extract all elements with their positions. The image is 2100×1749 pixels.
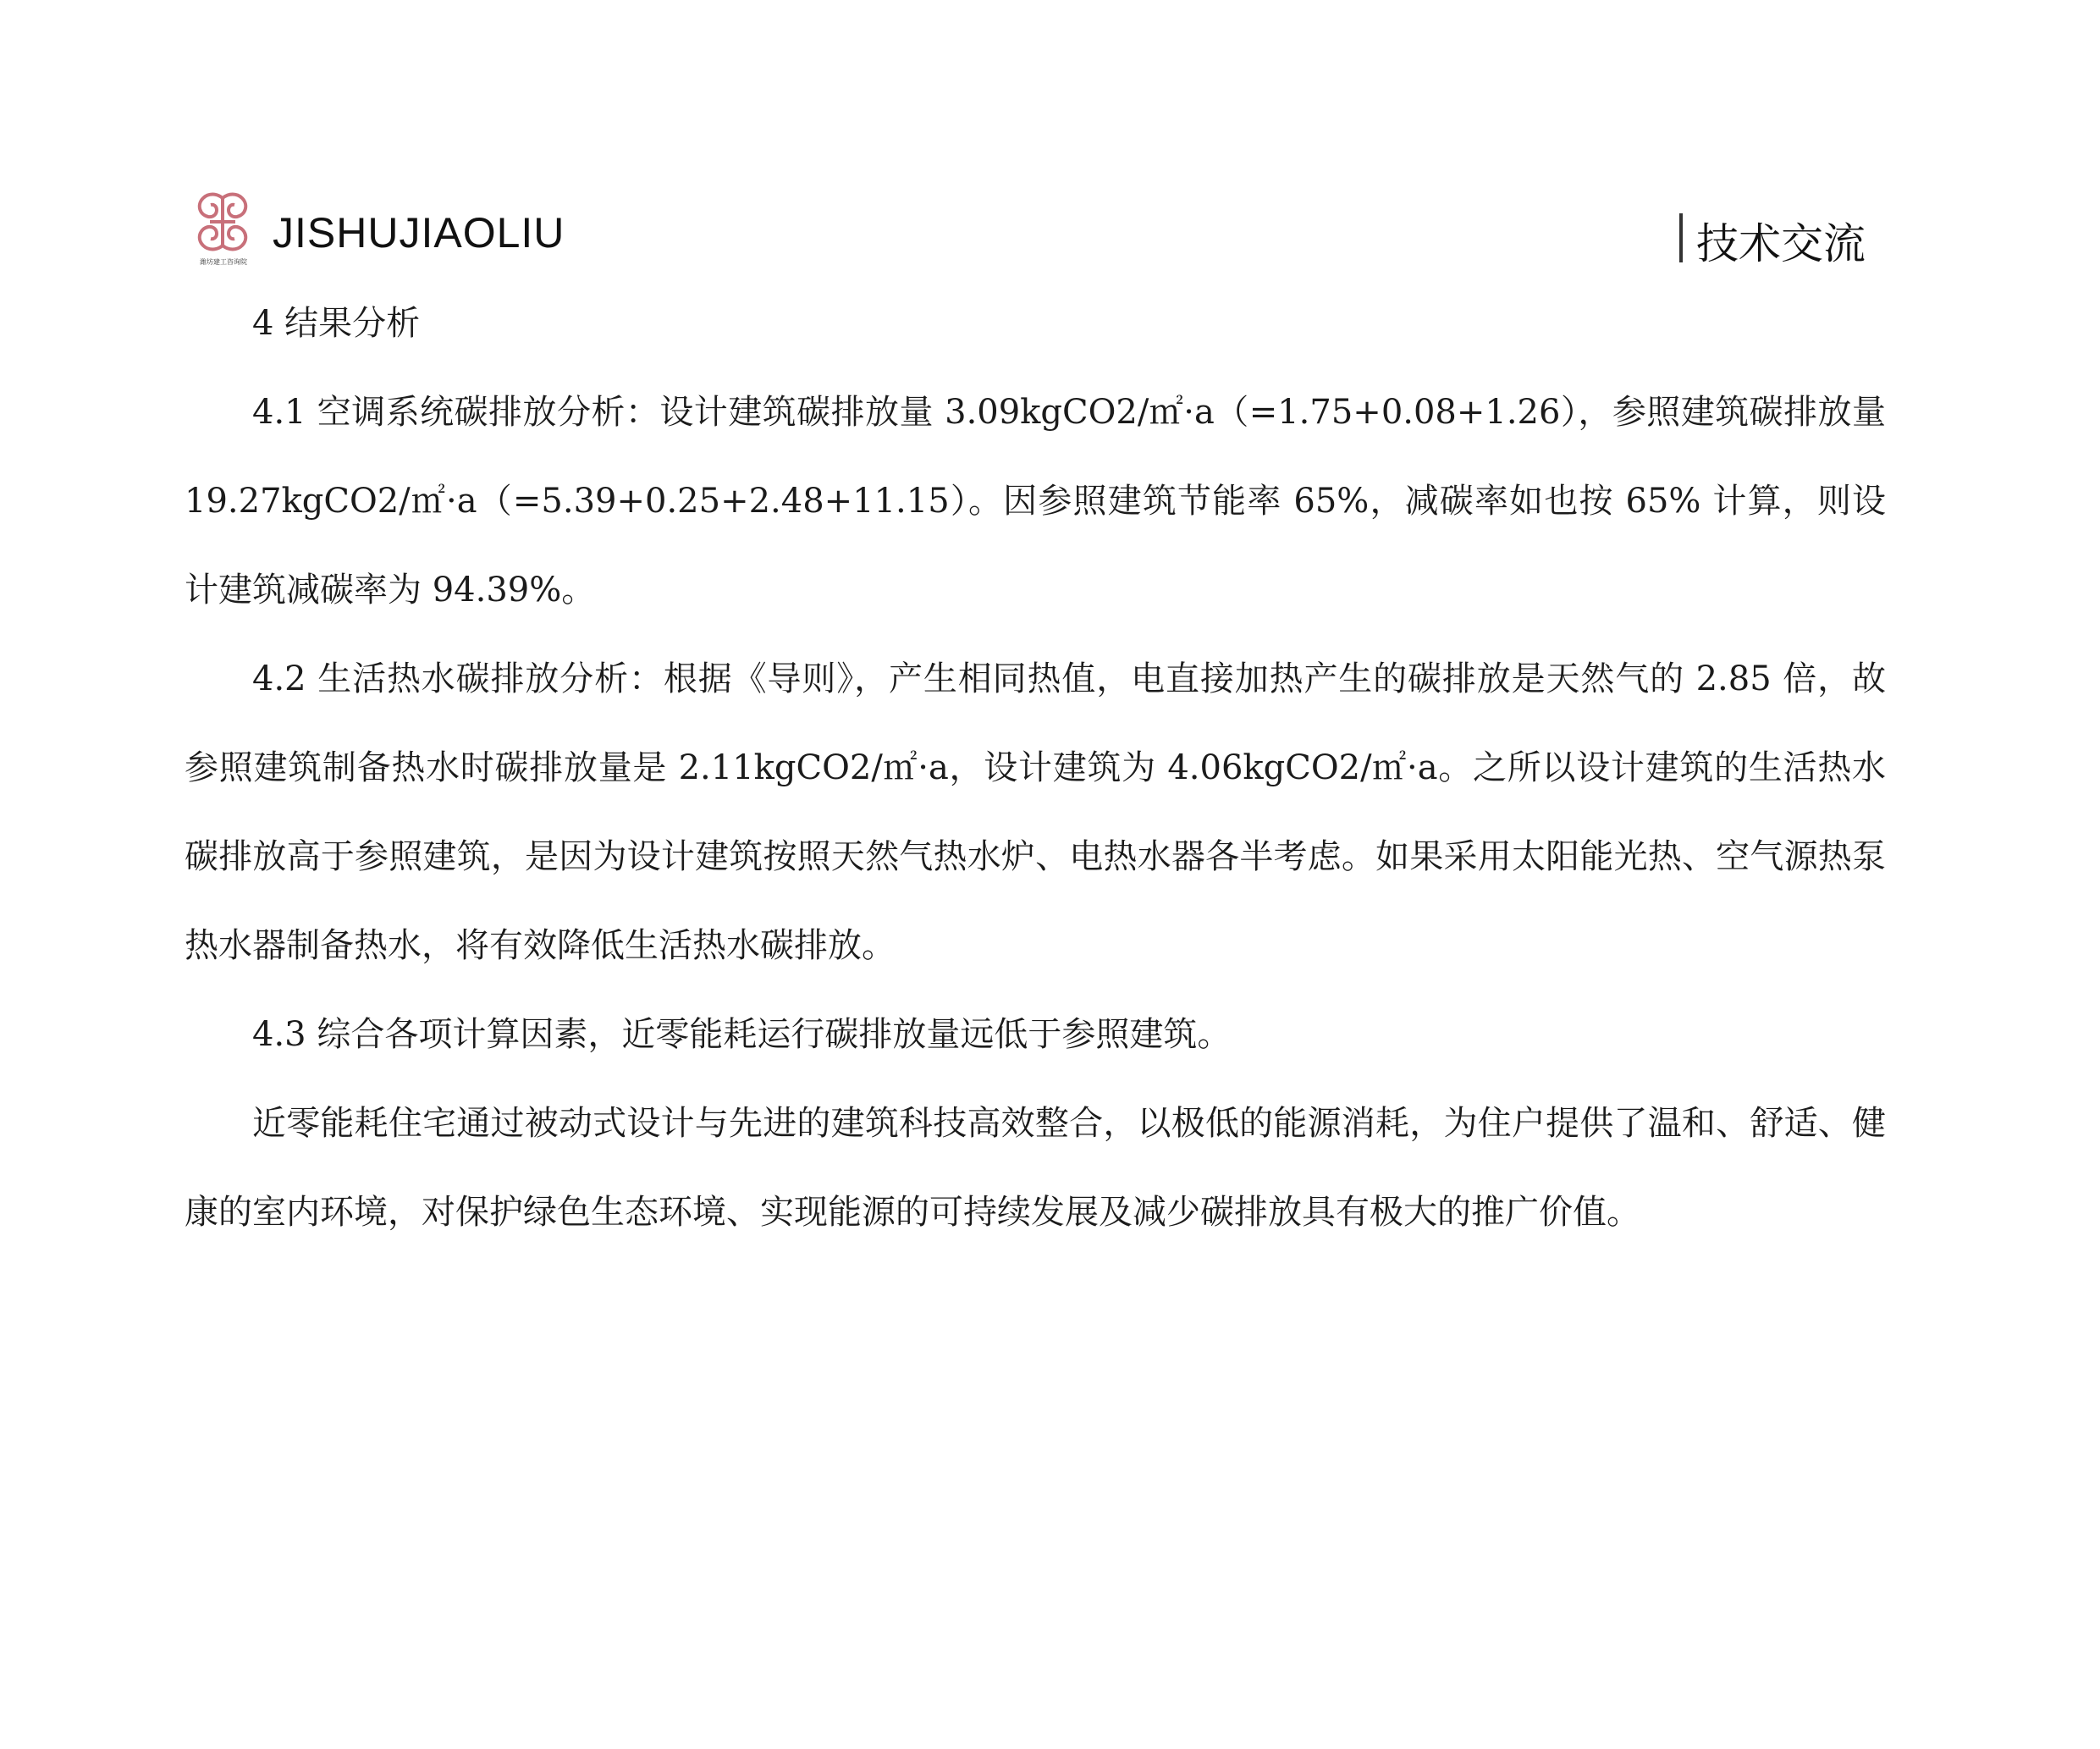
brand-title: JISHUJIAOLIU xyxy=(273,209,565,257)
page-header xyxy=(191,185,1876,269)
institute-logo-icon xyxy=(191,190,254,266)
logo-caption: 潍坊建工咨询院 xyxy=(200,258,247,266)
paragraph-hot-water-carbon: 4.2 生活热水碳排放分析：根据《导则》，产生相同热值，电直接加热产生的碳排放是天然气的 2.85 倍，故参照建筑制备热水时碳排放量是 2.11kgCO2/㎡·a，设计建筑为 4.06kgCO2/㎡·a。之所以设计建筑的生活热水碳排放高于参照建筑，是因为设计建筑按照天然气热水炉、电热水器各半考虑。如果采用太阳能光热、空气源热泵热水器制备热水，将有效降低生活热水碳排放。 xyxy=(185,659,1886,965)
article-body xyxy=(185,279,1886,1257)
header-divider xyxy=(1679,213,1683,262)
paragraph-conclusion: 近零能耗住宅通过被动式设计与先进的建筑科技高效整合，以极低的能源消耗，为住户提供了温和、舒适、健康的室内环境，对保护绿色生态环境、实现能源的可持续发展及减少碳排放具有极大的推广价值。 xyxy=(185,1104,1886,1232)
heading-results-analysis: 4 结果分析 xyxy=(252,304,421,343)
paragraph-hvac-carbon: 4.1 空调系统碳排放分析：设计建筑碳排放量 3.09kgCO2/㎡·a（=1.75+0.08+1.26），参照建筑碳排放量 19.27kgCO2/㎡·a（=5.39+0.25+2.48+11.15）。因参照建筑节能率 65%，减碳率如也按 65% 计算，则设计建筑减碳率为 94.39%。 xyxy=(185,393,1886,610)
paragraph-overall: 4.3 综合各项计算因素，近零能耗运行碳排放量远低于参照建筑。 xyxy=(252,1015,1232,1054)
section-title: 技术交流 xyxy=(1696,219,1866,268)
